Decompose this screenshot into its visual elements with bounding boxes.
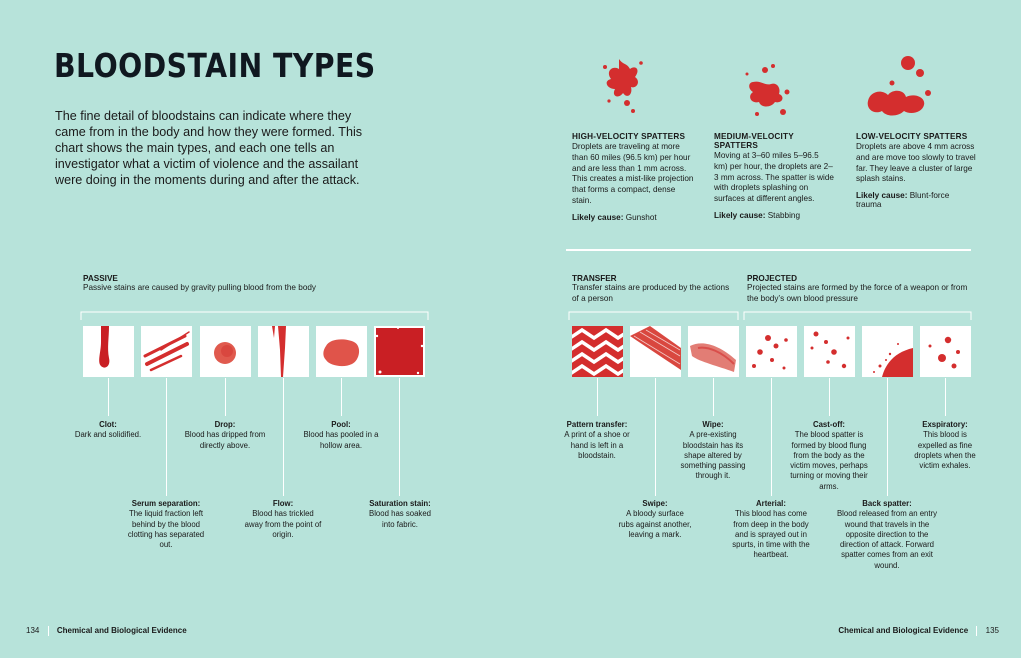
running-title: Chemical and Biological Evidence	[56, 626, 187, 636]
caption-text: A pre-existing bloodstain has its shape altered by something passing through it.	[680, 430, 746, 481]
caption-text: Blood has trickled away from the point of origin.	[244, 509, 322, 539]
leader-line	[829, 378, 830, 416]
drop-caption	[182, 420, 268, 451]
velocity-text: Droplets are above 4 mm across and are move too slowly to travel far. They leave a cluster of large splash stains.	[856, 142, 976, 184]
velocity-title: HIGH-VELOCITY SPATTERS	[572, 132, 686, 141]
caption-text: This blood has come from deep in the body and is sprayed out in spurts, in time with the heartbeat.	[732, 509, 810, 560]
page-title: BLOODSTAIN TYPES	[54, 46, 376, 85]
low-velocity-splat-illustration	[862, 53, 934, 123]
wipe-thumbnail	[688, 326, 739, 377]
leader-line	[283, 378, 284, 496]
footer-separator	[48, 626, 49, 636]
leader-line	[341, 378, 342, 416]
projected-section-header	[747, 274, 975, 304]
leader-line	[945, 378, 946, 416]
transfer-section-header	[572, 274, 732, 304]
likely-cause-label: Likely cause:	[572, 212, 624, 222]
caption-title: Saturation stain:	[369, 499, 431, 508]
footer-separator	[976, 626, 977, 636]
leader-line	[166, 378, 167, 496]
leader-line	[713, 378, 714, 416]
velocity-title: LOW-VELOCITY SPATTERS	[856, 132, 968, 141]
likely-cause-label: Likely cause:	[856, 191, 908, 201]
caption-title: Drop:	[214, 420, 236, 429]
section-description: Passive stains are caused by gravity pulling blood from the body	[83, 283, 317, 292]
caption-title: Cast-off:	[812, 420, 846, 429]
transfer-bracket	[568, 310, 740, 322]
arterial-thumbnail	[746, 326, 797, 377]
cast-off-thumbnail	[804, 326, 855, 377]
caption-text: A print of a shoe or hand is left in a bloodstain.	[564, 430, 630, 460]
caption-title: Serum separation:	[131, 499, 201, 508]
caption-text: Blood has soaked into fabric.	[369, 509, 431, 529]
section-title: TRANSFER	[572, 274, 617, 283]
likely-cause-value: Stabbing	[767, 210, 801, 220]
serum-separation-caption	[124, 499, 208, 550]
velocity-low	[856, 132, 976, 209]
leader-line	[771, 378, 772, 496]
page-number: 134	[26, 626, 40, 636]
leader-line	[399, 378, 400, 496]
velocity-title: MEDIUM-VELOCITY SPATTERS	[714, 132, 794, 150]
page-number: 135	[985, 626, 999, 636]
likely-cause	[856, 191, 976, 209]
wipe-caption	[673, 420, 753, 482]
caption-title: Swipe:	[642, 499, 668, 508]
leader-line	[225, 378, 226, 416]
clot-caption	[63, 420, 153, 441]
caption-text: The liquid fraction left behind by the blood clotting has separated out.	[127, 509, 205, 550]
caption-text: Blood has pooled in a hollow area.	[303, 430, 379, 450]
velocity-medium	[714, 132, 834, 220]
pattern-transfer-thumbnail	[572, 326, 623, 377]
drop-thumbnail	[200, 326, 251, 377]
velocity-text: Moving at 3–60 miles 5–96.5 km) per hour, the droplets are 2–3 mm across. The spatter is wide with droplets splashing on surfaces at different angles.	[714, 151, 834, 204]
caption-title: Wipe:	[702, 420, 724, 429]
clot-thumbnail	[83, 326, 134, 377]
flow-thumbnail	[258, 326, 309, 377]
caption-text: This blood is expelled as fine droplets when the victim exhales.	[914, 430, 976, 471]
caption-title: Exspiratory:	[922, 420, 968, 429]
running-title: Chemical and Biological Evidence	[838, 626, 969, 636]
expiratory-caption	[910, 420, 980, 471]
caption-text: Blood has dripped from directly above.	[184, 430, 266, 450]
pool-thumbnail	[316, 326, 367, 377]
section-title: PROJECTED	[747, 274, 798, 283]
flow-caption	[243, 499, 323, 540]
leader-line	[597, 378, 598, 416]
footer-left	[26, 626, 187, 636]
saturation-stain-thumbnail	[374, 326, 425, 377]
caption-title: Arterial:	[756, 499, 786, 508]
swipe-caption	[618, 499, 692, 540]
saturation-stain-caption	[362, 499, 438, 530]
section-title: PASSIVE	[83, 274, 118, 283]
likely-cause	[572, 213, 697, 222]
footer-right	[838, 626, 999, 636]
passive-section-header	[83, 274, 383, 294]
likely-cause-label: Likely cause:	[714, 210, 766, 220]
projected-bracket	[743, 310, 973, 322]
leader-line	[655, 378, 656, 496]
likely-cause-value: Gunshot	[625, 212, 657, 222]
caption-text: A bloody surface rubs against another, leaving a mark.	[618, 509, 692, 539]
velocity-high	[572, 132, 697, 222]
pattern-transfer-caption	[559, 420, 635, 461]
arterial-caption	[728, 499, 814, 561]
cast-off-caption	[787, 420, 871, 492]
caption-text: The blood spatter is formed by blood flung from the body as the victim moves, perhaps turning or moving their arms.	[790, 430, 868, 491]
back-spatter-caption	[834, 499, 940, 571]
section-description: Transfer stains are produced by the actions of a person	[572, 283, 730, 303]
high-velocity-splat-illustration	[597, 55, 647, 117]
swipe-thumbnail	[630, 326, 681, 377]
caption-title: Back spatter:	[862, 499, 912, 508]
back-spatter-thumbnail	[862, 326, 913, 377]
medium-velocity-splat-illustration	[743, 62, 793, 122]
intro-paragraph: The fine detail of bloodstains can indicate where they came from in the body and how they were formed. This chart shows the main types, and each one tells an investigator what a victim of violence and the assailant were doing in the moments during and after the attack.	[55, 109, 363, 187]
velocity-text: Droplets are traveling at more than 60 miles (96.5 km) per hour and are less than 1 mm across. This creates a mist-like projection that forms a compact, dense stain.	[572, 142, 694, 205]
likely-cause	[714, 211, 834, 220]
likely-cause-value: Blunt-force trauma	[856, 191, 950, 210]
section-description: Projected stains are formed by the force of a weapon or from the body’s own blood pressure	[747, 283, 968, 303]
caption-title: Pool:	[331, 420, 351, 429]
passive-bracket	[80, 310, 430, 322]
caption-title: Flow:	[272, 499, 294, 508]
caption-title: Clot:	[99, 420, 117, 429]
leader-line	[108, 378, 109, 416]
pool-caption	[300, 420, 382, 451]
expiratory-thumbnail	[920, 326, 971, 377]
caption-title: Pattern transfer:	[566, 420, 628, 429]
leader-line	[887, 378, 888, 496]
caption-text: Dark and solidified.	[74, 430, 142, 440]
caption-text: Blood released from an entry wound that travels in the opposite direction to the direction of attack. Forward spatter comes from an exit wound.	[836, 509, 938, 570]
section-divider	[566, 249, 971, 251]
serum-separation-thumbnail	[141, 326, 192, 377]
